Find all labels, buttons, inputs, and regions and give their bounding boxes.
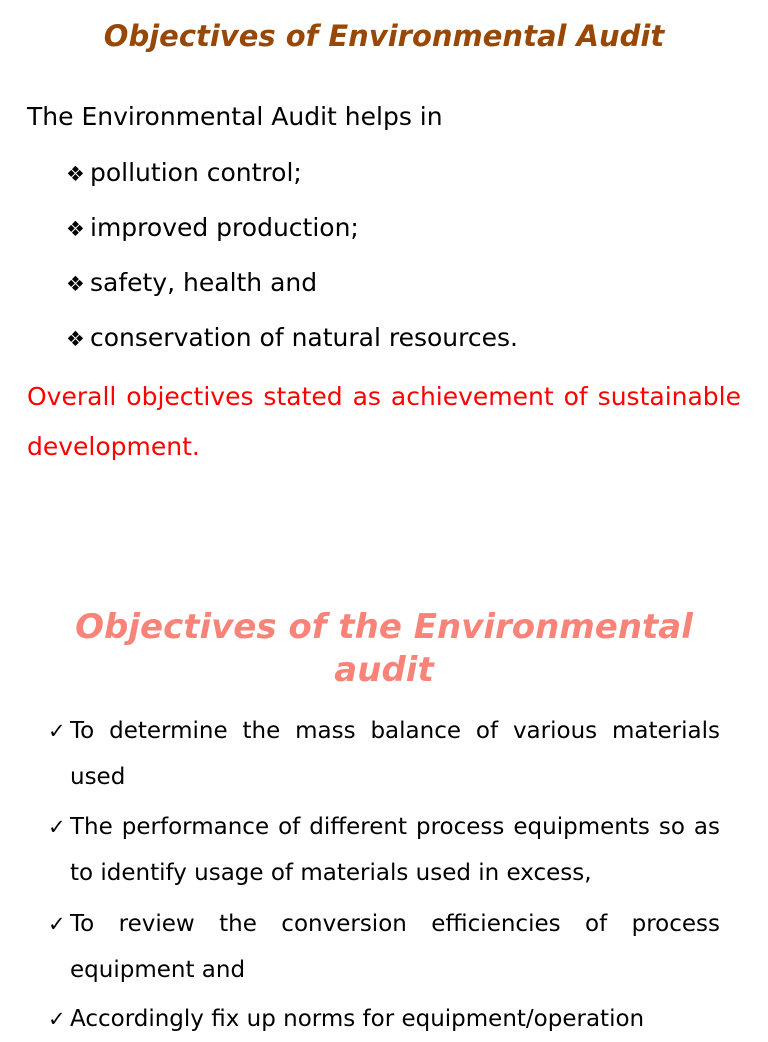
section-title: Objectives of the Environmental audit: [75, 607, 693, 690]
checklist-item: [48, 901, 720, 993]
bullet-label: safety, health and: [90, 268, 318, 297]
diamond-bullet-icon: ❖: [66, 217, 85, 241]
bullet-label: improved production;: [90, 213, 359, 242]
checklist-item: [48, 708, 720, 800]
checkmark-icon: ✓: [48, 815, 66, 839]
summary-text: Overall objectives stated as achievement of sustainable development.: [27, 382, 741, 461]
checklist-item: [48, 996, 720, 1042]
checkmark-icon: ✓: [48, 912, 66, 936]
checkmark-icon: ✓: [48, 719, 66, 743]
checklist-text: The performance of different process equipments so as to identify usage of materials used in excess,: [70, 814, 720, 886]
checklist-text: To review the conversion efficiencies of process equipment and: [70, 911, 720, 983]
bullet-item: [66, 322, 518, 355]
bullet-item: [66, 157, 302, 190]
checklist-text: Accordingly fix up norms for equipment/operation: [70, 1006, 645, 1032]
diamond-bullet-icon: ❖: [66, 162, 85, 186]
intro-text: The Environmental Audit helps in: [27, 102, 443, 131]
diamond-bullet-icon: ❖: [66, 327, 85, 351]
bullet-item: [66, 267, 317, 300]
bullet-label: pollution control;: [90, 158, 302, 187]
checklist-item: [48, 804, 720, 896]
bullet-item: [66, 212, 359, 245]
checkmark-icon: ✓: [48, 1007, 66, 1031]
diamond-bullet-icon: ❖: [66, 272, 85, 296]
bullet-label: conservation of natural resources.: [90, 323, 518, 352]
checklist-text: To determine the mass balance of various materials used: [70, 718, 720, 790]
slide-title: Objectives of Environmental Audit: [103, 19, 665, 53]
